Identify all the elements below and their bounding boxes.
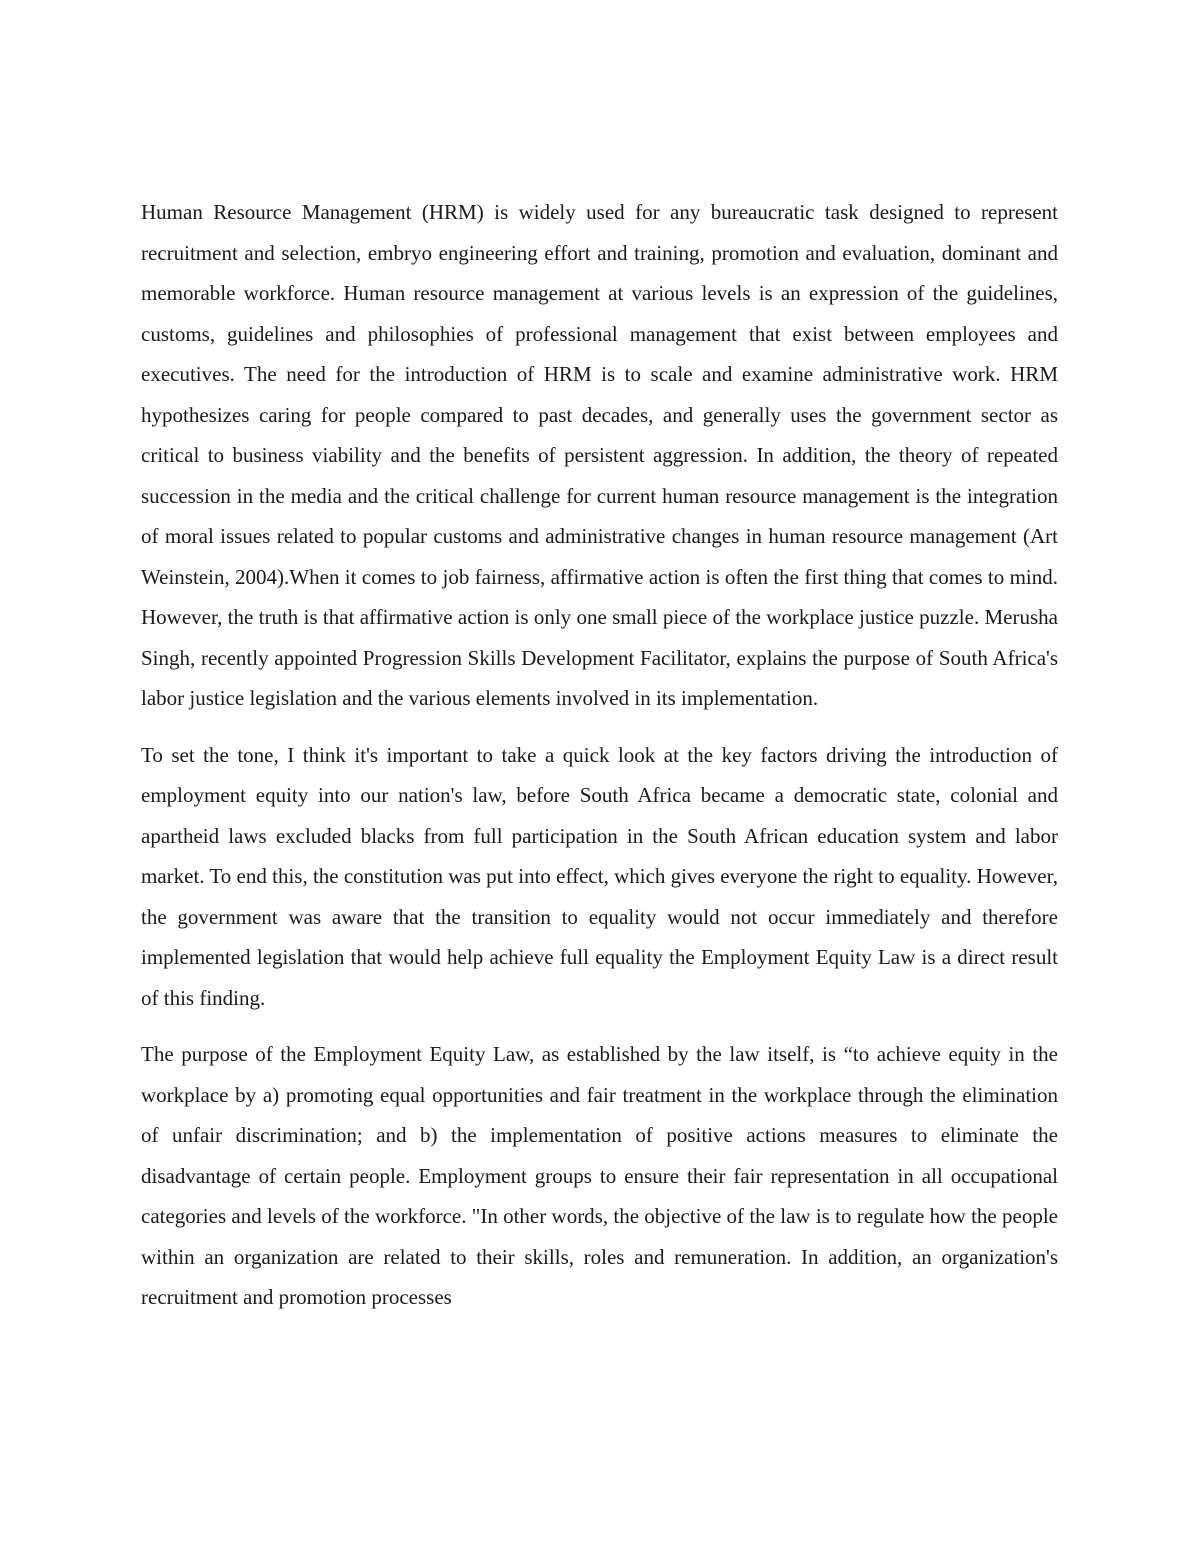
document-body [141, 192, 1058, 1334]
paragraph-3: The purpose of the Employment Equity Law, as established by the law itself, is “to achieve equity in the workplace by a) promoting equal opportunities and fair treatment in the workplace through the elimination of unfair discrimination; and b) the implementation of positive actions measures to eliminate the disadvantage of certain people. Employment groups to ensure their fair representation in all occupational categories and levels of the workforce. "In other words, the objective of the law is to regulate how the people within an organization are related to their skills, roles and remuneration. In addition, an organization's recruitment and promotion processes [141, 1042, 1058, 1309]
paragraph-2: To set the tone, I think it's important to take a quick look at the key factors driving the introduction of employment equity into our nation's law, before South Africa became a democratic state, colonial and apartheid laws excluded blacks from full participation in the South African education system and labor market. To end this, the constitution was put into effect, which gives everyone the right to equality. However, the government was aware that the transition to equality would not occur immediately and therefore implemented legislation that would help achieve full equality the Employment Equity Law is a direct result of this finding. [141, 742, 1058, 1010]
paragraph-1: Human Resource Management (HRM) is widely used for any bureaucratic task designed to represent recruitment and selection, embryo engineering effort and training, promotion and evaluation, dominant and memorable workforce. Human resource management at various levels is an expression of the guidelines, customs, guidelines and philosophies of professional management that exist between employees and executives. The need for the introduction of HRM is to scale and examine administrative work. HRM hypothesizes caring for people compared to past decades, and generally uses the government sector as critical to business viability and the benefits of persistent aggression. In addition, the theory of repeated succession in the media and the critical challenge for current human resource management is the integration of moral issues related to popular customs and administrative changes in human resource management (Art Weinstein, 2004).When it comes to job fairness, affirmative action is often the first thing that comes to mind. However, the truth is that affirmative action is only one small piece of the workplace justice puzzle. Merusha Singh, recently appointed Progression Skills Development Facilitator, explains the purpose of South Africa's labor justice legislation and the various elements involved in its implementation. [141, 200, 1058, 710]
